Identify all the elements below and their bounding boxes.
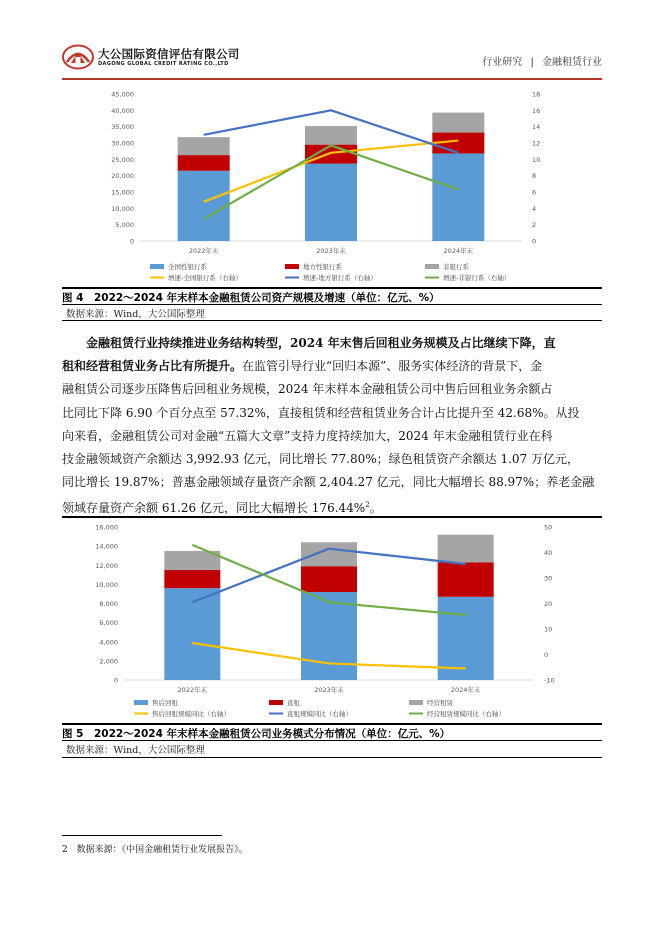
- fig4-x-tick-label: 2022年末: [188, 247, 219, 255]
- fig4-legend-swatch: [150, 264, 164, 269]
- fig4-y-tick-label: 10,000: [111, 204, 134, 213]
- fig4-y2-tick-label: 14: [532, 123, 541, 132]
- fig5-bar: [301, 542, 357, 566]
- page-header: [62, 44, 602, 76]
- fig5-x-tick-label: 2024年末: [450, 686, 481, 694]
- fig4-y2-tick-label: 16: [532, 106, 541, 115]
- fig5-y-tick-label: 16,000: [95, 523, 118, 532]
- footnote-rule: [62, 835, 222, 836]
- fig5-y-tick-label: 4,000: [99, 638, 118, 647]
- figure4-svg: [62, 84, 602, 286]
- fig4-legend-label: 增速-非银行系（右轴）: [443, 274, 511, 282]
- para-line-2: [62, 355, 602, 378]
- fig5-legend-label: 直租: [287, 699, 300, 707]
- figure4-caption-rule-bottom: [62, 304, 602, 305]
- logo-company-name: 大公国际资信评估有限公司: [98, 47, 240, 61]
- para-line-3: 融租赁公司逐步压降售后回租业务规模，2024 年末样本金融租赁公司中售后回租业务余额占: [62, 382, 553, 397]
- fig4-bar: [432, 153, 484, 241]
- fig4-bar: [178, 171, 230, 241]
- fig4-legend-swatch: [285, 264, 299, 269]
- fig5-x-tick-label: 2023年末: [314, 686, 344, 694]
- fig4-legend-label: 全国性银行系: [168, 263, 207, 271]
- para-text-2: 在监管引导行业“回归本源”、服务实体经济的背景下，金: [242, 359, 543, 374]
- fig4-y2-tick-label: 10: [532, 155, 541, 164]
- fig4-y2-tick-label: 12: [532, 139, 541, 148]
- fig4-bar: [305, 126, 357, 145]
- figure4-source: 数据来源：Wind，大公国际整理: [66, 309, 205, 320]
- fig4-bar: [432, 113, 484, 133]
- header-category: [482, 53, 602, 68]
- fig4-legend-label: 地方性银行系: [303, 263, 342, 271]
- fig4-bar: [178, 137, 230, 155]
- fig4-x-tick-label: 2023年末: [316, 247, 346, 255]
- fig5-y-tick-label: 12,000: [95, 561, 118, 570]
- para-line-7: 同比增长 19.87%；普惠金融领域存量资产余额 2,404.27 亿元，同比大幅增长 88.97%；养老金融: [62, 475, 595, 490]
- figure5-source: 数据来源：Wind，大公国际整理: [66, 745, 205, 756]
- figure5-caption-rule-top: [62, 723, 602, 725]
- fig5-y-tick-label: 10,000: [95, 580, 118, 589]
- fig4-legend-swatch: [425, 264, 439, 269]
- para-line-5: 向来看，金融租赁公司对金融“五篇大文章”支持力度持续加大，2024 年末金融租赁行业在科: [62, 428, 553, 443]
- figure5-svg: [62, 518, 602, 720]
- fig5-legend-label: 经营租赁: [427, 699, 453, 707]
- fig5-y2-tick-label: 0: [544, 651, 549, 659]
- para-line-6: 技金融领域资产余额达 3,992.93 亿元，同比增长 77.80%；绿色租赁资产余额达 1.07 万亿元，: [62, 452, 579, 467]
- footnote: [62, 842, 248, 855]
- para-line-1: [62, 332, 602, 355]
- fig4-y2-tick-label: 8: [532, 172, 537, 181]
- figure4-chart: [62, 84, 602, 286]
- fig5-y-tick-label: 14,000: [95, 542, 118, 551]
- fig4-y-tick-label: 15,000: [111, 188, 134, 197]
- para-line-4: 比同比下降 6.90 个百分点至 57.32%，直接租赁和经营租赁业务合计占比提升至 42.68%。从投: [62, 405, 580, 420]
- figure5-caption: 图 5 2022～2024 年末样本金融租赁公司业务模式分布情况（单位：亿元、%）: [62, 728, 451, 740]
- fig4-y-tick-label: 5,000: [115, 221, 134, 230]
- fig4-bar: [305, 164, 357, 241]
- figure4-source-rule: [62, 320, 602, 321]
- fig5-x-tick-label: 2022年末: [177, 686, 208, 694]
- para-end-8: 。: [369, 501, 382, 516]
- fig4-y-tick-label: 45,000: [111, 90, 134, 99]
- fig4-y2-tick-label: 6: [532, 188, 537, 197]
- footnote-number: 2: [62, 845, 68, 855]
- fig4-legend-label: 非银行系: [443, 263, 469, 271]
- fig4-x-tick-label: 2024年末: [443, 247, 474, 255]
- fig4-legend-label: 增速-地方银行系（右轴）: [303, 274, 377, 282]
- footnote-text: 数据来源：《中国金融租赁行业发展报告》。: [76, 845, 248, 855]
- fig5-legend-label: 售后回租: [152, 699, 178, 707]
- fig5-y2-tick-label: 30: [544, 574, 553, 583]
- body-paragraph: [62, 332, 602, 521]
- fig5-y2-tick-label: 10: [544, 625, 553, 634]
- fig5-legend-swatch: [269, 700, 283, 705]
- figure5-chart: [62, 518, 602, 720]
- fig4-y-tick-label: 35,000: [111, 123, 134, 132]
- fig5-y-tick-label: 2,000: [99, 657, 118, 666]
- figure5-source-rule: [62, 757, 602, 758]
- fig5-legend-label: 经营租赁规模同比（右轴）: [427, 710, 505, 718]
- fig5-y2-tick-label: 20: [544, 600, 553, 608]
- fig4-y-tick-label: 30,000: [111, 139, 134, 148]
- header-separator: |: [530, 57, 534, 68]
- fig4-y2-tick-label: 2: [532, 221, 537, 230]
- fig4-y-tick-label: 40,000: [111, 106, 134, 115]
- para-text-8: 领域存量资产余额 61.26 亿元，同比大幅增长 176.44%: [62, 501, 366, 516]
- fig5-legend-swatch: [134, 700, 148, 705]
- figure4-caption-rule-top: [62, 287, 602, 289]
- fig5-bar: [438, 562, 494, 596]
- fig5-bar: [164, 570, 220, 588]
- fig4-y-tick-label: 20,000: [111, 172, 134, 181]
- para-bold-2: 租和经营租赁业务占比有所提升。: [62, 359, 243, 374]
- fig5-y-tick-label: 0: [113, 676, 118, 685]
- fig5-y2-tick-label: 50: [544, 523, 553, 532]
- fig5-y-tick-label: 6,000: [99, 619, 118, 628]
- figure5-caption-rule-bottom: [62, 740, 602, 741]
- fig5-y-tick-label: 8,000: [99, 600, 118, 608]
- dagong-logo-icon: [62, 44, 94, 70]
- fig4-y2-tick-label: 4: [532, 204, 537, 213]
- fig4-y2-tick-label: 18: [532, 90, 541, 99]
- fig4-y2-tick-label: 0: [532, 237, 537, 246]
- fig4-legend-label: 增速-全国银行系（右轴）: [168, 274, 242, 282]
- fig5-bar: [301, 592, 357, 680]
- fig5-bar: [438, 535, 494, 563]
- fig5-y2-tick-label: -10: [544, 676, 555, 685]
- fig5-bar: [301, 566, 357, 592]
- logo-company-name-en: DAGONG GLOBAL CREDIT RATING CO.,LTD: [98, 61, 229, 67]
- header-industry: 金融租赁行业: [542, 57, 602, 68]
- fig5-legend-swatch: [409, 700, 423, 705]
- fig5-y2-tick-label: 40: [544, 549, 553, 557]
- header-rule: [62, 78, 602, 80]
- footnote-ref: 2: [365, 501, 370, 510]
- fig4-y-tick-label: 0: [129, 237, 134, 246]
- fig4-y-tick-label: 25,000: [111, 155, 134, 164]
- para-bold-1: 金融租赁行业持续推进业务结构转型，2024 年末售后回租业务规模及占比继续下降，直: [86, 336, 556, 350]
- fig5-legend-label: 直租规模同比（右轴）: [287, 710, 352, 718]
- fig4-bar: [178, 155, 230, 171]
- fig5-legend-label: 售后回租规模同比（右轴）: [152, 710, 230, 718]
- figure4-caption: 图 4 2022～2024 年末样本金融租赁公司资产规模及增速（单位：亿元、%）: [62, 292, 440, 304]
- header-section: 行业研究: [482, 57, 523, 68]
